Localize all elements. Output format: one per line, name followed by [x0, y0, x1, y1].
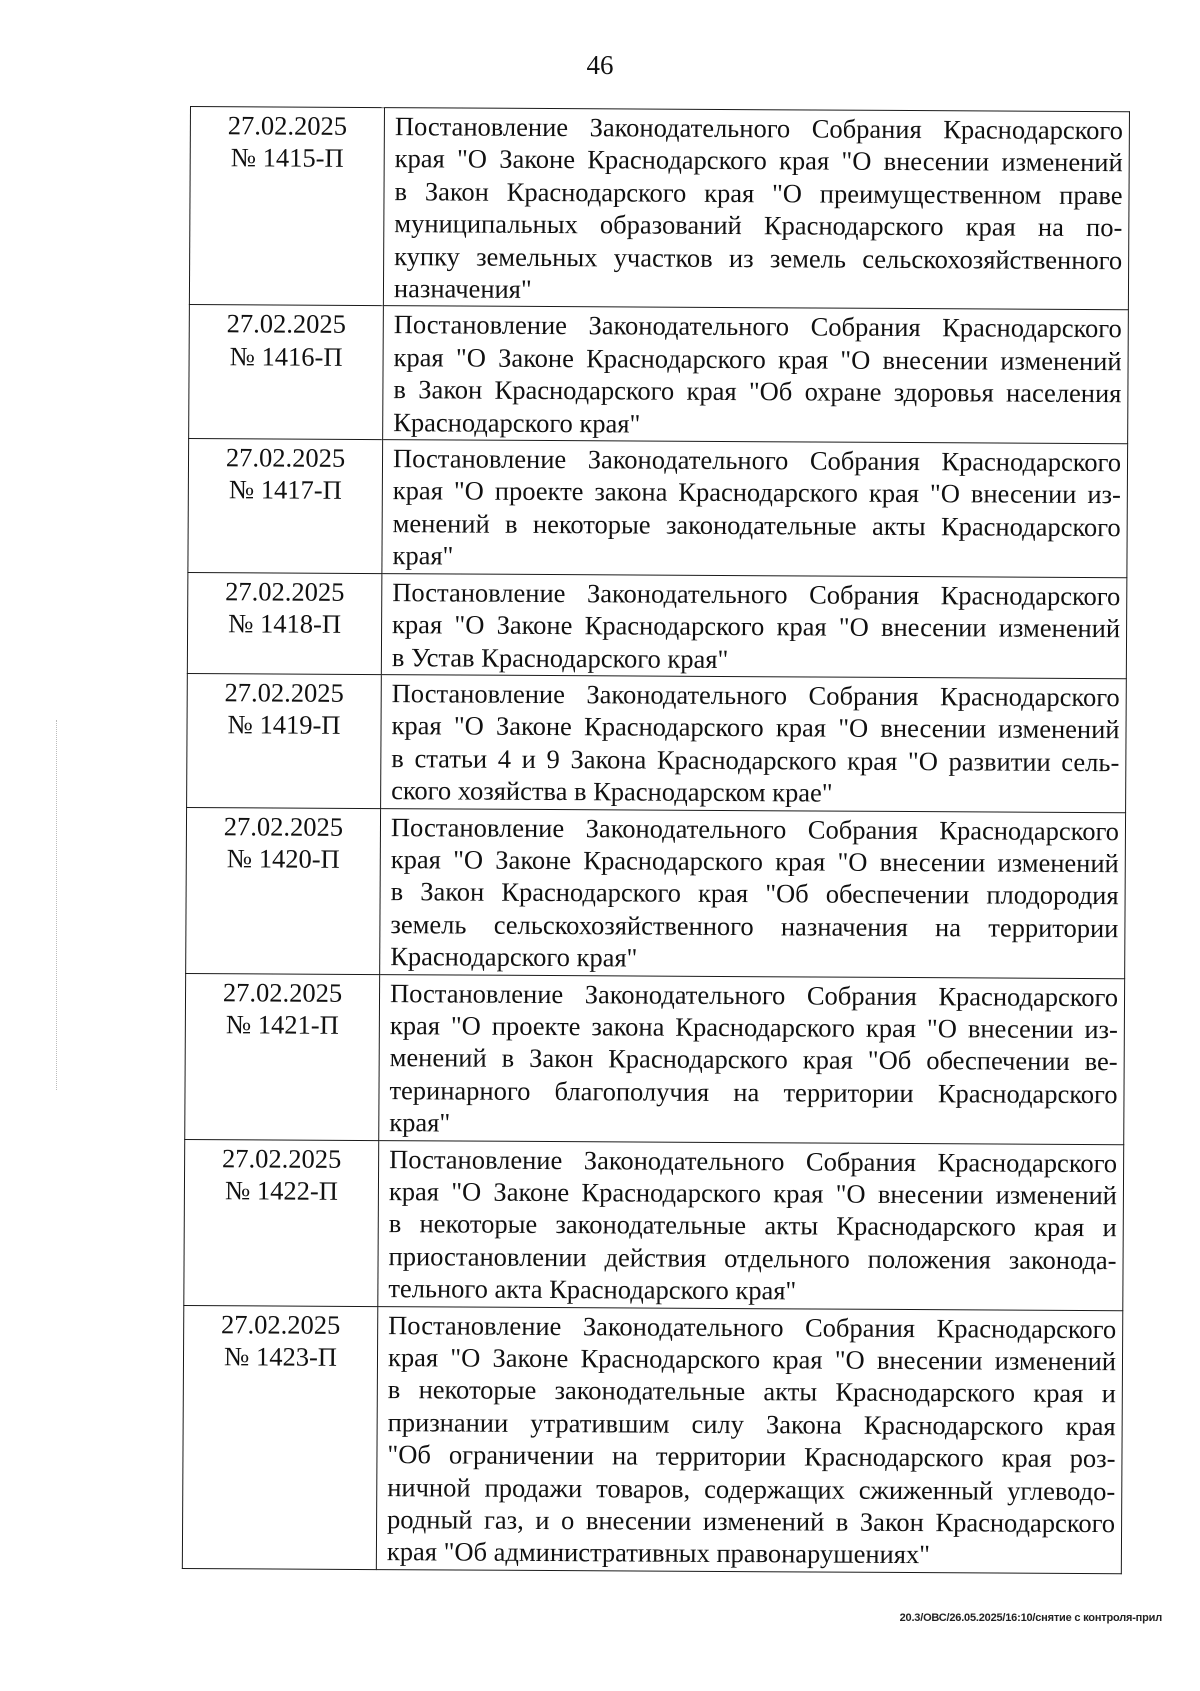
- row-title-line: в Устав Краснодарского края": [391, 641, 729, 674]
- table-row: [184, 1139, 1124, 1310]
- row-title-line: края "О Законе Краснодарского края "О внесении изменений: [391, 710, 1120, 745]
- row-title-cell: [381, 573, 1127, 678]
- row-title-line: Постановление Законодательного Собрания Краснодарского: [393, 309, 1122, 344]
- row-date-number-cell: [184, 1139, 379, 1306]
- row-date: 27.02.2025: [227, 110, 348, 141]
- row-title-line: края": [389, 1107, 451, 1138]
- page-number: 46: [586, 50, 614, 80]
- row-date-number-cell: [185, 973, 380, 1140]
- row-title-line: в некоторые законодательные акты Краснодарского края и: [388, 1208, 1117, 1243]
- row-title-line: Краснодарского края": [393, 406, 641, 439]
- row-title-line: края "О Законе Краснодарского края "О внесении изменений: [392, 609, 1121, 644]
- row-title-cell: [379, 974, 1125, 1144]
- row-title-line: менений в некоторые законодательные акты Краснодарского: [392, 508, 1121, 543]
- row-number: № 1422-П: [224, 1175, 338, 1206]
- row-title-line: земель сельскохозяйственного назначения на территории: [390, 908, 1119, 943]
- records-table-body: [182, 107, 1129, 1574]
- row-number: № 1421-П: [225, 1009, 339, 1040]
- row-date-number-cell: [189, 107, 384, 307]
- row-date: 27.02.2025: [221, 1142, 342, 1174]
- row-number: № 1416-П: [229, 341, 343, 372]
- row-title-line: "Об ограничении на территории Краснодарского края роз-: [387, 1439, 1116, 1474]
- scan-edge-marks: [56, 720, 58, 1090]
- row-number: № 1415-П: [230, 142, 344, 174]
- row-title-line: ничной продажи товаров, содержащих сжиженный углеводо-: [387, 1471, 1116, 1506]
- row-date: 27.02.2025: [225, 575, 345, 607]
- row-number: № 1420-П: [226, 843, 340, 874]
- row-title-line: Постановление Законодательного Собрания Краснодарского: [392, 576, 1121, 611]
- table-row: [188, 439, 1128, 578]
- row-title-cell: [383, 108, 1129, 311]
- row-title-line: края "Об административных правонарушениях": [386, 1536, 931, 1570]
- row-title-line: теринарного благополучия на территории Краснодарского: [389, 1074, 1118, 1109]
- row-title-line: назначения": [393, 273, 532, 304]
- row-title-line: тельного акта Краснодарского края": [388, 1273, 797, 1306]
- row-title-line: края": [392, 540, 454, 571]
- row-date: 27.02.2025: [224, 677, 344, 708]
- row-title-line: в Закон Краснодарского края "Об охране здоровья населения: [393, 374, 1122, 409]
- table-row: [189, 305, 1129, 444]
- row-title-line: края "О Законе Краснодарского края "О внесении изменений: [393, 341, 1122, 377]
- row-title-line: в некоторые законодательные акты Краснодарского края и: [387, 1374, 1116, 1409]
- row-title-line: Постановление Законодательного Собрания Краснодарского: [388, 1309, 1117, 1344]
- row-number: № 1417-П: [228, 474, 342, 506]
- row-date-number-cell: [187, 673, 382, 808]
- footer-registration-code: 20.3/ОВС/26.05.2025/16:10/снятие с контроля-прил: [899, 1612, 1162, 1624]
- row-date: 27.02.2025: [225, 442, 346, 473]
- row-title-line: в статьи 4 и 9 Закона Краснодарского края "О развитии сель-: [391, 742, 1120, 777]
- row-title-line: Постановление Законодательного Собрания Краснодарского: [392, 443, 1122, 478]
- row-title-cell: [378, 1140, 1124, 1310]
- row-title-line: края "О Законе Краснодарского края "О внесении изменений: [387, 1342, 1117, 1377]
- row-number: № 1423-П: [223, 1341, 338, 1372]
- row-title-line: ского хозяйства в Краснодарском крае": [391, 775, 833, 808]
- row-title-line: края "О проекте закона Краснодарского края "О внесении из-: [389, 1010, 1118, 1045]
- table-row: [182, 1305, 1122, 1573]
- row-date-number-cell: [182, 1305, 377, 1569]
- row-title-line: Постановление Законодательного Собрания Краснодарского: [391, 678, 1120, 713]
- row-date: 27.02.2025: [226, 308, 346, 340]
- row-title-line: Постановление Законодательного Собрания Краснодарского: [389, 1143, 1118, 1178]
- row-date-number-cell: [186, 807, 381, 974]
- row-title-cell: [380, 808, 1126, 978]
- row-date-number-cell: [187, 572, 382, 674]
- row-title-line: в Закон Краснодарского края "О преимущественном праве: [394, 175, 1123, 211]
- row-title-line: Краснодарского края": [390, 941, 638, 973]
- row-title-line: края "О Законе Краснодарского края "О внесении изменений: [390, 844, 1119, 879]
- row-title-line: родный газ, и о внесении изменений в Закон Краснодарского: [387, 1504, 1116, 1539]
- row-title-cell: [383, 306, 1129, 444]
- row-title-line: края "О Законе Краснодарского края "О внесении изменений: [394, 143, 1123, 178]
- row-date-number-cell: [189, 305, 384, 440]
- row-title-line: Постановление Законодательного Собрания Краснодарского: [390, 811, 1120, 846]
- row-title-line: края "О Законе Краснодарского края "О внесении изменений: [388, 1176, 1118, 1211]
- row-date: 27.02.2025: [223, 810, 344, 842]
- table-row: [187, 572, 1127, 678]
- table-row: [185, 973, 1125, 1144]
- row-title-line: края "О проекте закона Краснодарского края "О внесении из-: [392, 475, 1121, 510]
- row-title-line: Постановление Законодательного Собрания Краснодарского: [389, 977, 1119, 1012]
- row-title-line: менений в Закон Краснодарского края "Об обеспечении ве-: [389, 1042, 1118, 1077]
- row-title-line: приостановлении действия отдельного положения законода-: [388, 1240, 1117, 1276]
- records-table: [182, 106, 1130, 1574]
- row-title-cell: [382, 440, 1128, 578]
- row-title-line: в Закон Краснодарского края "Об обеспечении плодородия: [390, 876, 1119, 911]
- table-row: [186, 807, 1126, 978]
- row-title-cell: [376, 1306, 1122, 1573]
- row-number: № 1418-П: [228, 608, 342, 639]
- table-row: [187, 673, 1127, 812]
- row-title-line: признании утратившим силу Закона Краснодарского края: [387, 1406, 1116, 1442]
- row-number: № 1419-П: [227, 709, 341, 741]
- row-date-number-cell: [188, 439, 383, 574]
- row-title-line: Постановление Законодательного Собрания Краснодарского: [394, 111, 1123, 146]
- row-title-cell: [381, 674, 1127, 812]
- row-date: 27.02.2025: [222, 976, 343, 1008]
- row-title-line: купку земельных участков из земель сельскохозяйственного: [394, 240, 1123, 275]
- row-title-line: муниципальных образований Краснодарского края на по-: [394, 208, 1123, 243]
- table-row: [189, 107, 1129, 311]
- row-date: 27.02.2025: [220, 1308, 341, 1340]
